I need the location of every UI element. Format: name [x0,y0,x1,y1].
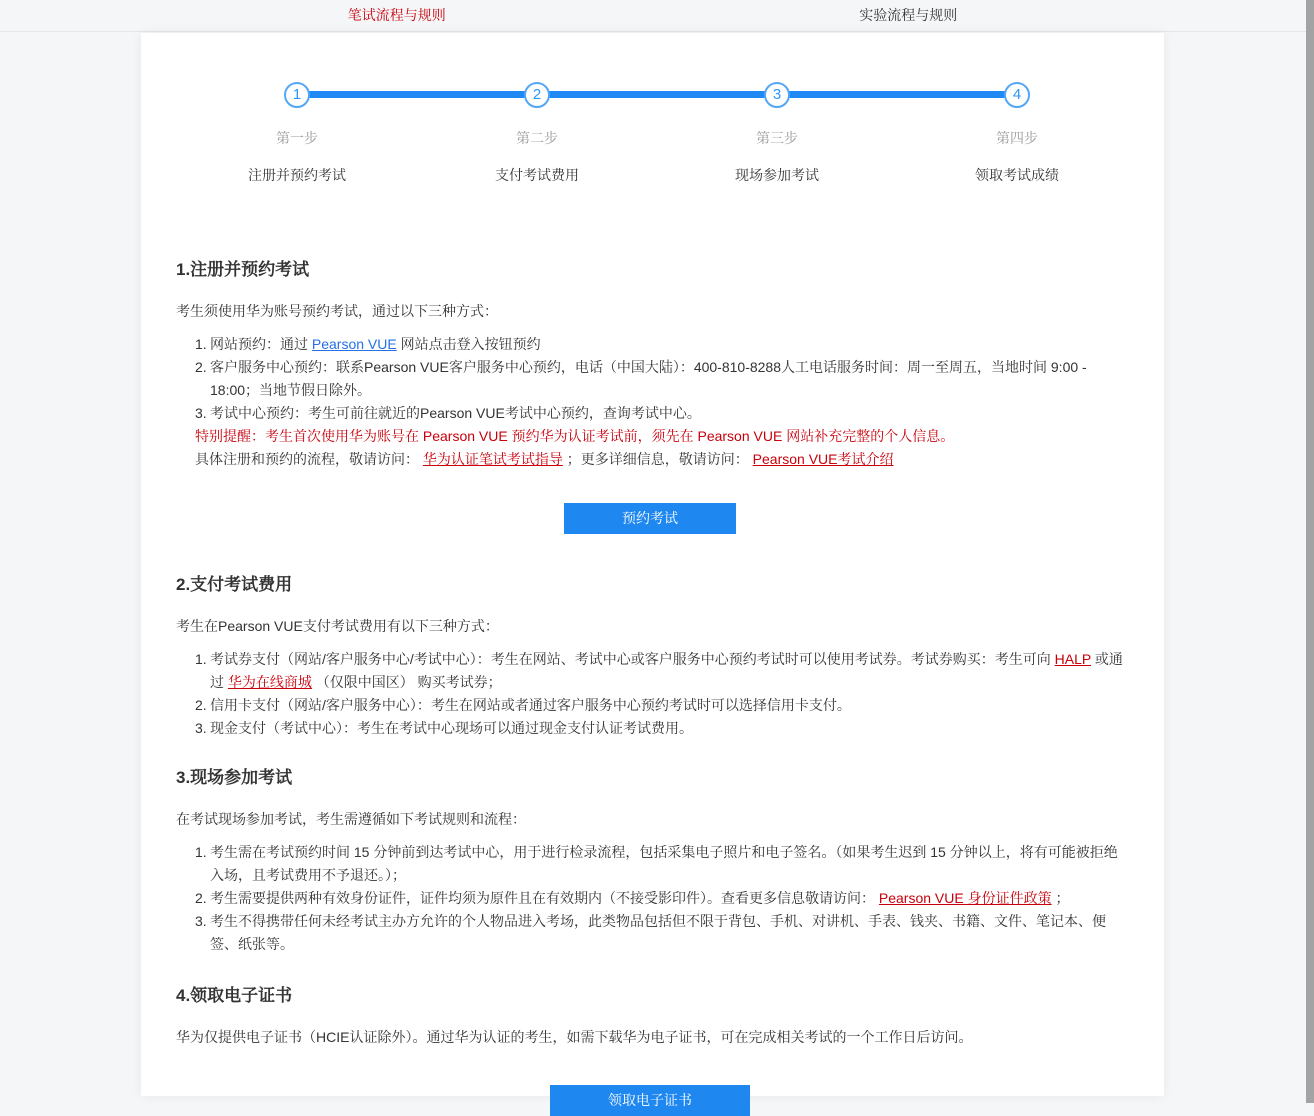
tab-lab-exam[interactable]: 实验流程与规则 [859,7,958,23]
step-1-circle: 1 [284,82,310,108]
step-4-circle: 4 [1004,82,1030,108]
get-cert-button[interactable]: 领取电子证书 [550,1085,750,1116]
text-run: 考试中心预约：考生可前往就近的Pearson VUE考试中心预约，查询考试中心。 [210,405,701,421]
rules-content [141,258,1164,1116]
text-run: 现金支付（考试中心）：考生在考试中心现场可以通过现金支付认证考试费用。 [210,720,693,736]
list-item [176,402,1124,425]
text-run: 信用卡支付（网站/客户服务中心）：考生在网站或者通过客户服务中心预约考试时可以选择信用卡支付。 [210,697,851,713]
section-1-intro: 考生须使用华为账号预约考试，通过以下三种方式： [176,303,498,319]
section-4-intro: 华为仅提供电子证书（HCIE认证除外）。通过华为认证的考生，如需下载华为电子证书，可在完成相关考试的一个工作日后访问。 [176,1029,973,1045]
huawei-mall-link[interactable]: 华为在线商城 [227,674,312,690]
list-item [176,841,1124,887]
step-3-title: 现场参加考试 [735,167,819,183]
step-2-title: 支付考试费用 [495,167,579,183]
text-run: 网站点击登入按钮预约 [396,336,541,352]
text-run: 网站预约：通过 [210,336,312,352]
list-item [176,333,1124,356]
step-4-label: 第四步 [996,130,1038,146]
text-run: 考生不得携带任何未经考试主办方允许的个人物品进入考场，此类物品包括但不限于背包、手机、对讲机、手表、钱夹、书籍、文件、笔记本、便签、纸张等。 [210,913,1106,952]
section-3-intro: 在考试现场参加考试，考生需遵循如下考试规则和流程： [176,811,526,827]
pearson-vue-link[interactable]: Pearson VUE [311,336,397,352]
text-run: 特别提醒：考生首次使用华为账号在 Pearson VUE 预约华为认证考试前，须先在 Pearson VUE 网站补充完整的个人信息。 [195,428,955,444]
top-tab-bar [0,0,1306,32]
section-1-list [176,333,1124,425]
section-3-heading: 3.现场参加考试 [176,768,293,787]
section-1-notes [195,425,1124,471]
book-exam-button-row [176,503,1124,534]
text-run: 客户服务中心预约：联系Pearson VUE客户服务中心预约，电话（中国大陆）：400-810-8288人工电话服务时间：周一至周五，当地时间 9:00 - 18:00；当地节假日除外。 [210,359,1087,398]
text-run: （仅限中国区） 购买考试券； [311,674,502,690]
stepper-step-1 [187,82,407,185]
step-2-circle: 2 [524,82,550,108]
list-item [176,887,1124,910]
section-3-list [176,841,1124,956]
tab-bar-inner [141,0,1164,31]
text-run: ； [1051,890,1070,906]
vertical-scrollbar[interactable] [1306,0,1314,1103]
process-stepper [141,82,1164,206]
note-line [195,425,1124,448]
section-2-list [176,648,1124,740]
section-2-intro: 考生在Pearson VUE支付考试费用有以下三种方式： [176,618,499,634]
note-line [195,448,1124,471]
list-item [176,910,1124,956]
list-item [176,648,1124,694]
list-item [176,356,1124,402]
step-1-title: 注册并预约考试 [248,167,346,183]
section-1-heading: 1.注册并预约考试 [176,260,310,279]
text-run: 考生需在考试预约时间 15 分钟前到达考试中心，用于进行检录流程，包括采集电子照片和电子签名。（如果考生迟到 15 分钟以上，将有可能被拒绝入场，且考试费用不予退还。）； [210,844,1118,883]
stepper-step-2 [427,82,647,185]
text-run: 考试券支付（网站/客户服务中心/考试中心）：考生在网站、考试中心或客户服务中心预约考试时可以使用考试券。考试券购买：考生可向 [210,651,1055,667]
main-content-card [141,33,1164,1108]
id-policy-link[interactable]: Pearson VUE 身份证件政策 [878,890,1052,906]
stepper-step-4 [907,82,1127,185]
pearson-vue-intro-link[interactable]: Pearson VUE考试介绍 [752,451,894,467]
text-run: 具体注册和预约的流程，敬请访问： [195,451,423,467]
section-4-heading: 4.领取电子证书 [176,986,293,1005]
halp-link[interactable]: HALP [1054,651,1091,667]
text-run: 考生需要提供两种有效身份证件，证件均须为原件且在有效期内（不接受影印件）。查看更多信息敬请访问： [210,890,879,906]
list-item [176,694,1124,717]
book-exam-button[interactable]: 预约考试 [564,503,736,534]
step-3-label: 第三步 [756,130,798,146]
step-2-label: 第二步 [516,130,558,146]
step-1-label: 第一步 [276,130,318,146]
step-3-circle: 3 [764,82,790,108]
step-4-title: 领取考试成绩 [975,167,1059,183]
tab-written-exam[interactable]: 笔试流程与规则 [347,7,446,23]
list-item [176,717,1124,740]
text-run: ；更多详细信息，敬请访问： [562,451,753,467]
written-exam-guide-link[interactable]: 华为认证笔试考试指导 [422,451,563,467]
stepper-step-3 [667,82,887,185]
section-2-heading: 2.支付考试费用 [176,575,293,594]
text-run: 或通过 [210,651,1123,690]
get-cert-button-row [176,1085,1124,1116]
